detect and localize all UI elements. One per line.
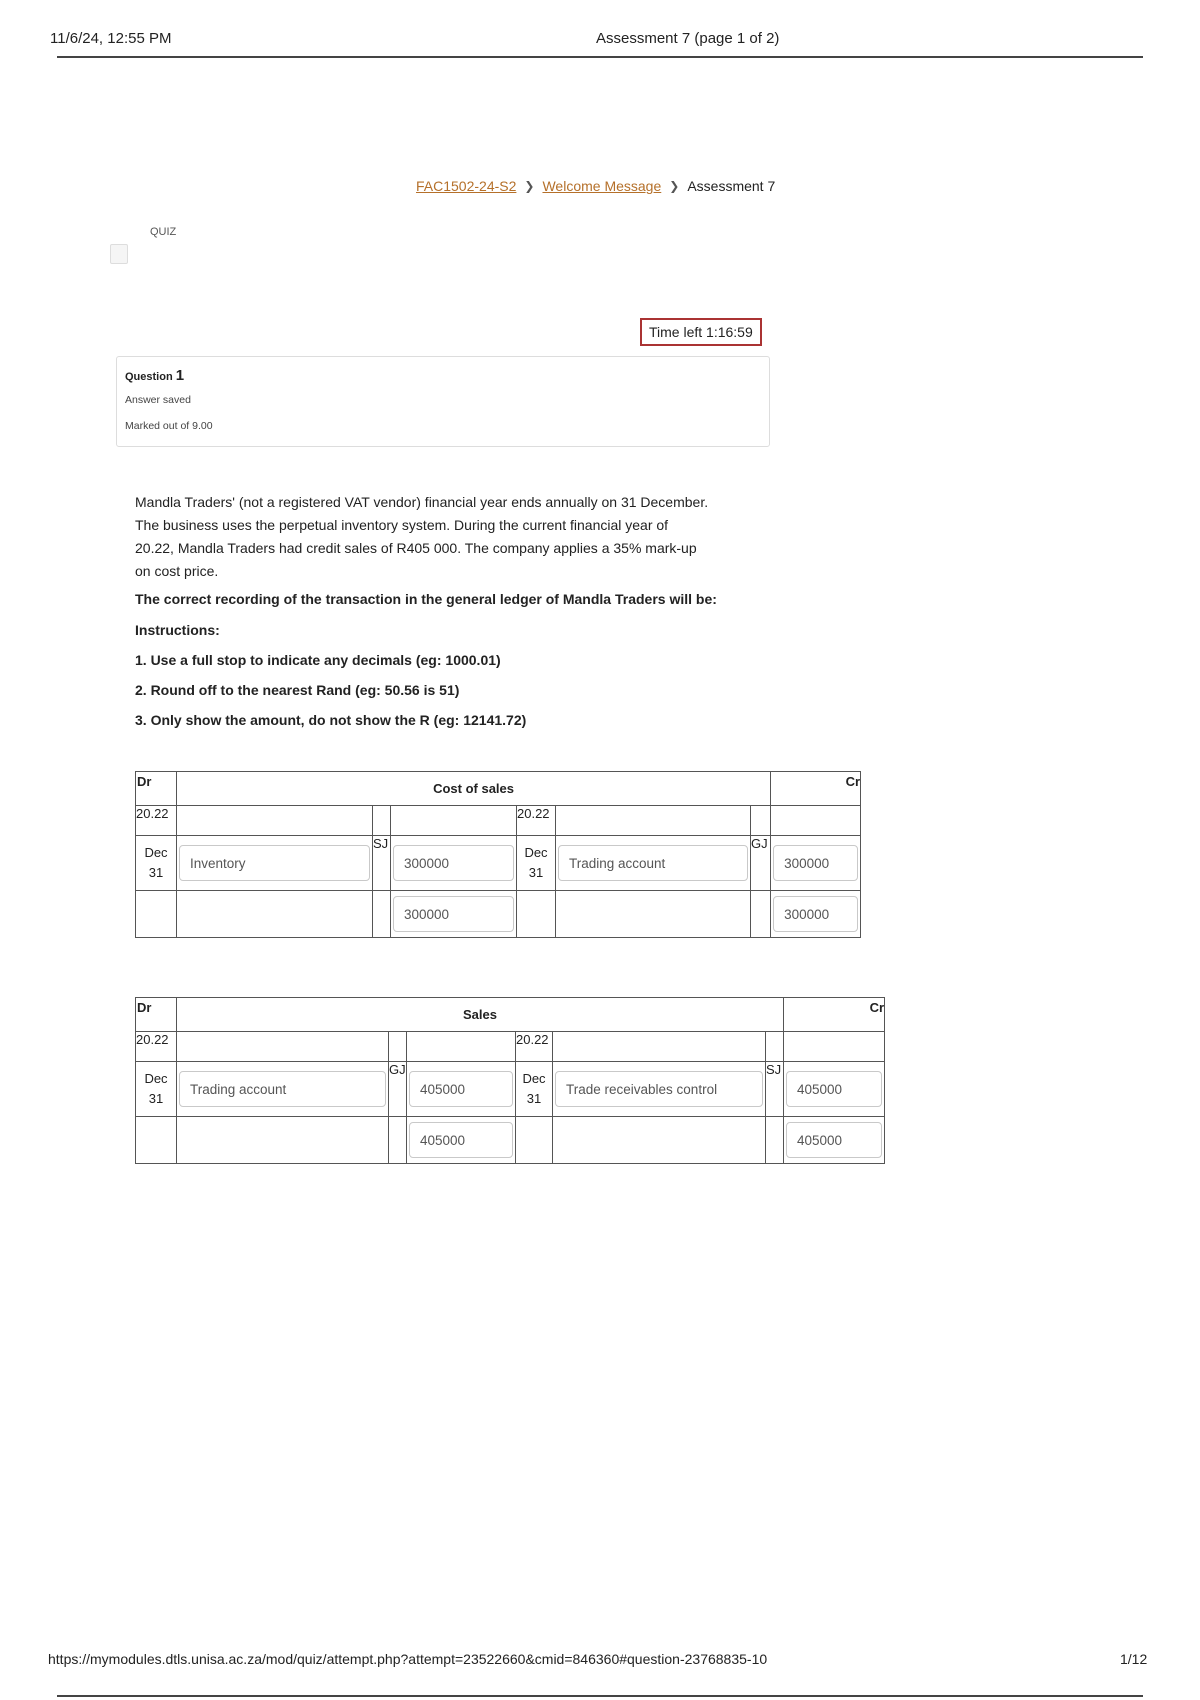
ledger-date-credit: Dec 31 xyxy=(517,836,556,891)
debit-amount-input[interactable]: 405000 xyxy=(409,1071,513,1107)
ledger-year-credit: 20.22 xyxy=(516,1032,553,1062)
debit-details-input[interactable]: Trading account xyxy=(179,1071,386,1107)
debit-folio: SJ xyxy=(373,836,391,891)
quiz-icon xyxy=(110,244,128,264)
ledger-cr-label: Cr xyxy=(784,998,885,1032)
instruction-item: 1. Use a full stop to indicate any decimals (eg: 1000.01) xyxy=(135,652,501,668)
breadcrumb xyxy=(416,178,775,194)
debit-amount-input[interactable]: 300000 xyxy=(393,845,514,881)
chevron-right-icon: ❯ xyxy=(669,179,680,193)
ledger-sales xyxy=(135,997,885,1164)
chevron-right-icon: ❯ xyxy=(524,179,535,193)
ledger-dr-label: Dr xyxy=(136,998,177,1032)
question-marks: Marked out of 9.00 xyxy=(125,420,213,432)
time-left-timer: Time left 1:16:59 xyxy=(640,318,762,346)
ledger-date-debit: Dec 31 xyxy=(136,836,177,891)
debit-total-input[interactable]: 300000 xyxy=(393,896,514,932)
breadcrumb-section-link[interactable]: Welcome Message xyxy=(542,178,662,194)
instruction-item: 2. Round off to the nearest Rand (eg: 50.56 is 51) xyxy=(135,682,460,698)
ledger-year-debit: 20.22 xyxy=(136,1032,177,1062)
question-status: Answer saved xyxy=(125,394,191,406)
question-line: on cost price. xyxy=(135,563,219,579)
footer-page-number: 1/12 xyxy=(1120,1651,1148,1667)
credit-total-input[interactable]: 300000 xyxy=(773,896,858,932)
print-title: Assessment 7 (page 1 of 2) xyxy=(596,30,780,47)
question-number xyxy=(125,367,184,384)
question-text xyxy=(135,491,775,583)
debit-total-input[interactable]: 405000 xyxy=(409,1122,513,1158)
debit-folio: GJ xyxy=(389,1062,407,1117)
question-line: The business uses the perpetual inventory system. During the current financial year of xyxy=(135,517,669,533)
ledger-date-credit: Dec 31 xyxy=(516,1062,553,1117)
credit-folio: GJ xyxy=(751,836,771,891)
question-label: Question xyxy=(125,371,173,383)
instructions-title: Instructions: xyxy=(135,622,220,638)
credit-details-input[interactable]: Trade receivables control xyxy=(555,1071,763,1107)
credit-folio: SJ xyxy=(766,1062,784,1117)
ledger-cr-label: Cr xyxy=(771,772,861,806)
ledger-year-credit: 20.22 xyxy=(517,806,556,836)
print-datetime: 11/6/24, 12:55 PM xyxy=(50,30,172,47)
ledger-date-debit: Dec 31 xyxy=(136,1062,177,1117)
breadcrumb-current: Assessment 7 xyxy=(687,178,776,194)
question-number-value: 1 xyxy=(175,367,185,384)
flag-icon[interactable] xyxy=(123,409,145,431)
credit-amount-input[interactable]: 405000 xyxy=(786,1071,882,1107)
ledger-year-debit: 20.22 xyxy=(136,806,177,836)
breadcrumb-course-link[interactable]: FAC1502-24-S2 xyxy=(416,178,517,194)
debit-details-input[interactable]: Inventory xyxy=(179,845,370,881)
credit-total-input[interactable]: 405000 xyxy=(786,1122,882,1158)
footer-url: https://mymodules.dtls.unisa.ac.za/mod/quiz/attempt.php?attempt=23522660&cmid=846360#question-23768835-10 xyxy=(48,1651,768,1667)
credit-details-input[interactable]: Trading account xyxy=(558,845,748,881)
ledger-cost-of-sales xyxy=(135,771,861,938)
question-info-box xyxy=(116,356,770,447)
question-prompt: The correct recording of the transaction in the general ledger of Mandla Traders will be: xyxy=(135,591,717,607)
question-line: Mandla Traders' (not a registered VAT vendor) financial year ends annually on 31 December. xyxy=(135,494,709,510)
instruction-item: 3. Only show the amount, do not show the R (eg: 12141.72) xyxy=(135,712,527,728)
question-line: 20.22, Mandla Traders had credit sales of R405 000. The company applies a 35% mark-up xyxy=(135,540,697,556)
footer-divider xyxy=(57,1695,1143,1697)
credit-amount-input[interactable]: 300000 xyxy=(773,845,858,881)
quiz-label: QUIZ xyxy=(150,226,177,238)
header-divider xyxy=(57,56,1143,58)
ledger-account-title: Sales xyxy=(177,998,784,1032)
ledger-dr-label: Dr xyxy=(136,772,177,806)
ledger-account-title: Cost of sales xyxy=(177,772,771,806)
